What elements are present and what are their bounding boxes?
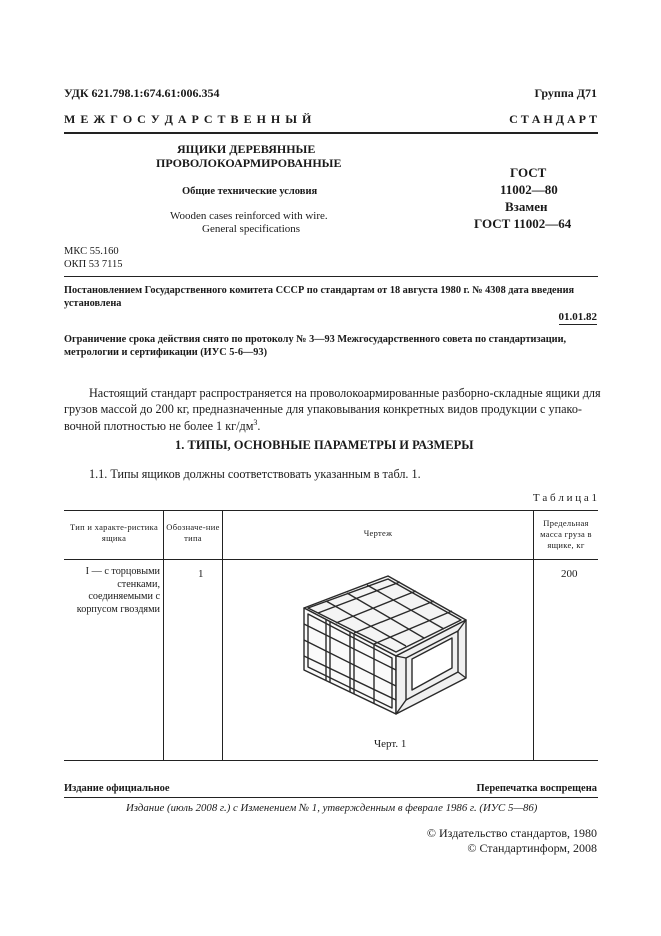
reprint-prohibited: Перепечатка воспрещена	[476, 783, 597, 794]
decree-line1: Постановлением Государственного комитета СССР по стандартам от 18 августа 1980 г. № 4308 дата введения	[64, 285, 575, 296]
decree-line2: установлена	[64, 298, 122, 309]
banner-interstate: М Е Ж Г О С У Д А Р С Т В Е Н Н Ы Й	[64, 112, 312, 126]
table-header-rule	[64, 559, 598, 560]
gost-label: ГОСТ	[510, 165, 547, 180]
restriction-line2: метрологии и сертификации (ИУС 5-6—93)	[64, 347, 268, 358]
table-bottom-rule	[64, 760, 598, 761]
footer-rule	[64, 797, 598, 798]
intro-line1: Настоящий стандарт распространяется на проволокоармированные разборно-складные ящики для	[89, 386, 601, 400]
subtitle: Общие технические условия	[182, 186, 318, 197]
cell-type: I — с торцовыми стенками, соединяемыми с корпусом гвоздями	[76, 566, 160, 615]
gost-number: 11002—80	[500, 182, 558, 197]
header-type: Тип и характе-ристика ящика	[69, 522, 159, 543]
table-col-divider-1	[163, 510, 164, 760]
superscript-3: 3	[253, 418, 258, 427]
replaces-label: Взамен	[505, 199, 548, 214]
edition-note: Издание (июль 2008 г.) с Изменением № 1, утвержденным в феврале 1986 г. (ИУС 5—86)	[126, 802, 538, 814]
section-heading: 1. ТИПЫ, ОСНОВНЫЕ ПАРАМЕТРЫ И РАЗМЕРЫ	[175, 438, 474, 452]
title-line2: ПРОВОЛОКОАРМИРОВАННЫЕ	[156, 156, 342, 170]
english-title-line1: Wooden cases reinforced with wire.	[170, 210, 328, 222]
replaced-gost: ГОСТ 11002—64	[474, 216, 572, 231]
official-edition: Издание официальное	[64, 783, 170, 794]
restriction-line1: Ограничение срока действия снято по протоколу № 3—93 Межгосударственного совета по стандартизации,	[64, 334, 567, 345]
copyright-standartinform: © Стандартинформ, 2008	[467, 841, 597, 855]
figure-caption: Черт. 1	[374, 738, 407, 750]
wooden-case-drawing	[296, 568, 472, 716]
table-col-divider-3	[533, 510, 534, 760]
copyright-publisher: © Издательство стандартов, 1980	[426, 826, 597, 840]
cell-mass: 200	[561, 568, 578, 580]
table-col-divider-2	[222, 510, 223, 760]
header-drawing: Чертеж	[363, 528, 393, 538]
table-caption: Т а б л и ц а 1	[532, 492, 597, 504]
header-designation: Обозначе-ние типа	[166, 522, 220, 543]
intro-line3: вочной плотностью не более 1 $кг/дм^3$.	[64, 418, 261, 434]
codes-rule	[64, 276, 598, 277]
introduction-date: 01.01.82	[558, 311, 597, 323]
group-code: Группа Д71	[534, 86, 597, 100]
header-rule	[64, 132, 598, 134]
intro-line2: грузов массой до 200 кг, предназначенные для упаковывания конкретных видов продукции с упако-	[64, 402, 582, 416]
udk-code: УДК 621.798.1:674.61:006.354	[64, 86, 220, 100]
title-line1: ЯЩИКИ ДЕРЕВЯННЫЕ	[177, 142, 316, 156]
banner-standard: С Т А Н Д А Р Т	[509, 112, 597, 126]
header-mass: Предельная масса груза в ящике, кг	[540, 518, 592, 550]
table-top-rule	[64, 510, 598, 511]
mks-code: МКС 55.160	[64, 246, 119, 257]
okp-code: ОКП 53 7115	[64, 259, 123, 270]
english-title-line2: General specifications	[202, 223, 301, 235]
clause-1-1: 1.1. Типы ящиков должны соответствовать указанным в табл. 1.	[89, 467, 421, 481]
cell-designation: 1	[198, 568, 204, 580]
